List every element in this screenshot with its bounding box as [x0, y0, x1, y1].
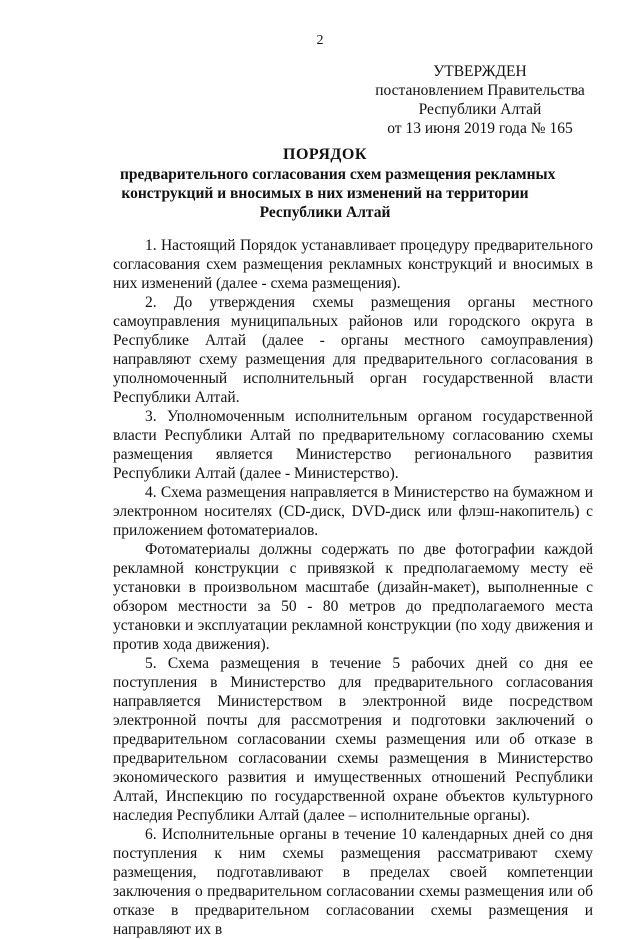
title-line: Республики Алтай: [259, 204, 391, 221]
paragraph: 2. До утверждения схемы размещения органы местного самоуправления муниципальных районов или городского округа в Республике Алтай (далее - органы местного самоуправления) направляют схему размещения для предварительного согласования в уполномоченный исполнительный орган государственной власти Республики Алтай.: [113, 294, 593, 406]
paragraph: 6. Исполнительные органы в течение 10 календарных дней со дня поступления к ним схемы размещения рассматривают схему размещения, подготавливают в пределах своей компетенции заключения о предварительном согласовании схемы размещения или об отказе в предварительном согласовании схемы размещения и направляют их в: [113, 826, 593, 938]
approval-date: от 13 июня 2019 года № 165: [387, 120, 573, 137]
page-number: 2: [316, 33, 324, 48]
paragraph: 5. Схема размещения в течение 5 рабочих дней со дня ее поступления в Министерство для предварительного согласования направляется Министерством в электронной виде посредством электронной почты для рассмотрения и подготовки заключений о предварительном согласовании схемы размещения или об отказе в предварительном согласовании схемы размещения в Министерство экономического развития и имущественных отношений Республики Алтай, Инспекцию по государственной охране объектов культурного наследия Республики Алтай (далее – исполнительные органы).: [113, 655, 593, 824]
approval-line: Республики Алтай: [418, 101, 542, 118]
approval-block: [370, 62, 590, 138]
paragraph: 1. Настоящий Порядок устанавливает процедуру предварительного согласования схем размещения рекламных конструкций и вносимых в них изменений (далее - схема размещения).: [113, 237, 593, 292]
title-line: предварительного согласования схем размещения рекламных: [120, 166, 556, 183]
approval-line: постановлением Правительства: [375, 82, 585, 99]
title-main: ПОРЯДОК: [283, 146, 367, 163]
approval-heading: УТВЕРЖДЕН: [433, 63, 527, 80]
title-line: конструкций и вносимых в них изменений на территории: [121, 185, 529, 202]
document-title: [120, 145, 556, 222]
paragraph: 4. Схема размещения направляется в Министерство на бумажном и электронном носителях (CD-диск, DVD-диск или флэш-накопитель) с приложением фотоматериалов.: [113, 484, 593, 539]
paragraph: Фотоматериалы должны содержать по две фотографии каждой рекламной конструкции с привязкой к предполагаемому месту её установки в произвольном масштабе (дизайн-макет), выполненные с обзором местности за 50 - 80 метров до предполагаемого места установки и эксплуатации рекламной конструкции (по ходу движения и против хода движения).: [113, 541, 593, 653]
paragraph: 3. Уполномоченным исполнительным органом государственной власти Республики Алтай по предварительному согласованию схемы размещения является Министерство регионального развития Республики Алтай (далее - Министерство).: [113, 408, 593, 482]
document-body: [113, 236, 593, 939]
